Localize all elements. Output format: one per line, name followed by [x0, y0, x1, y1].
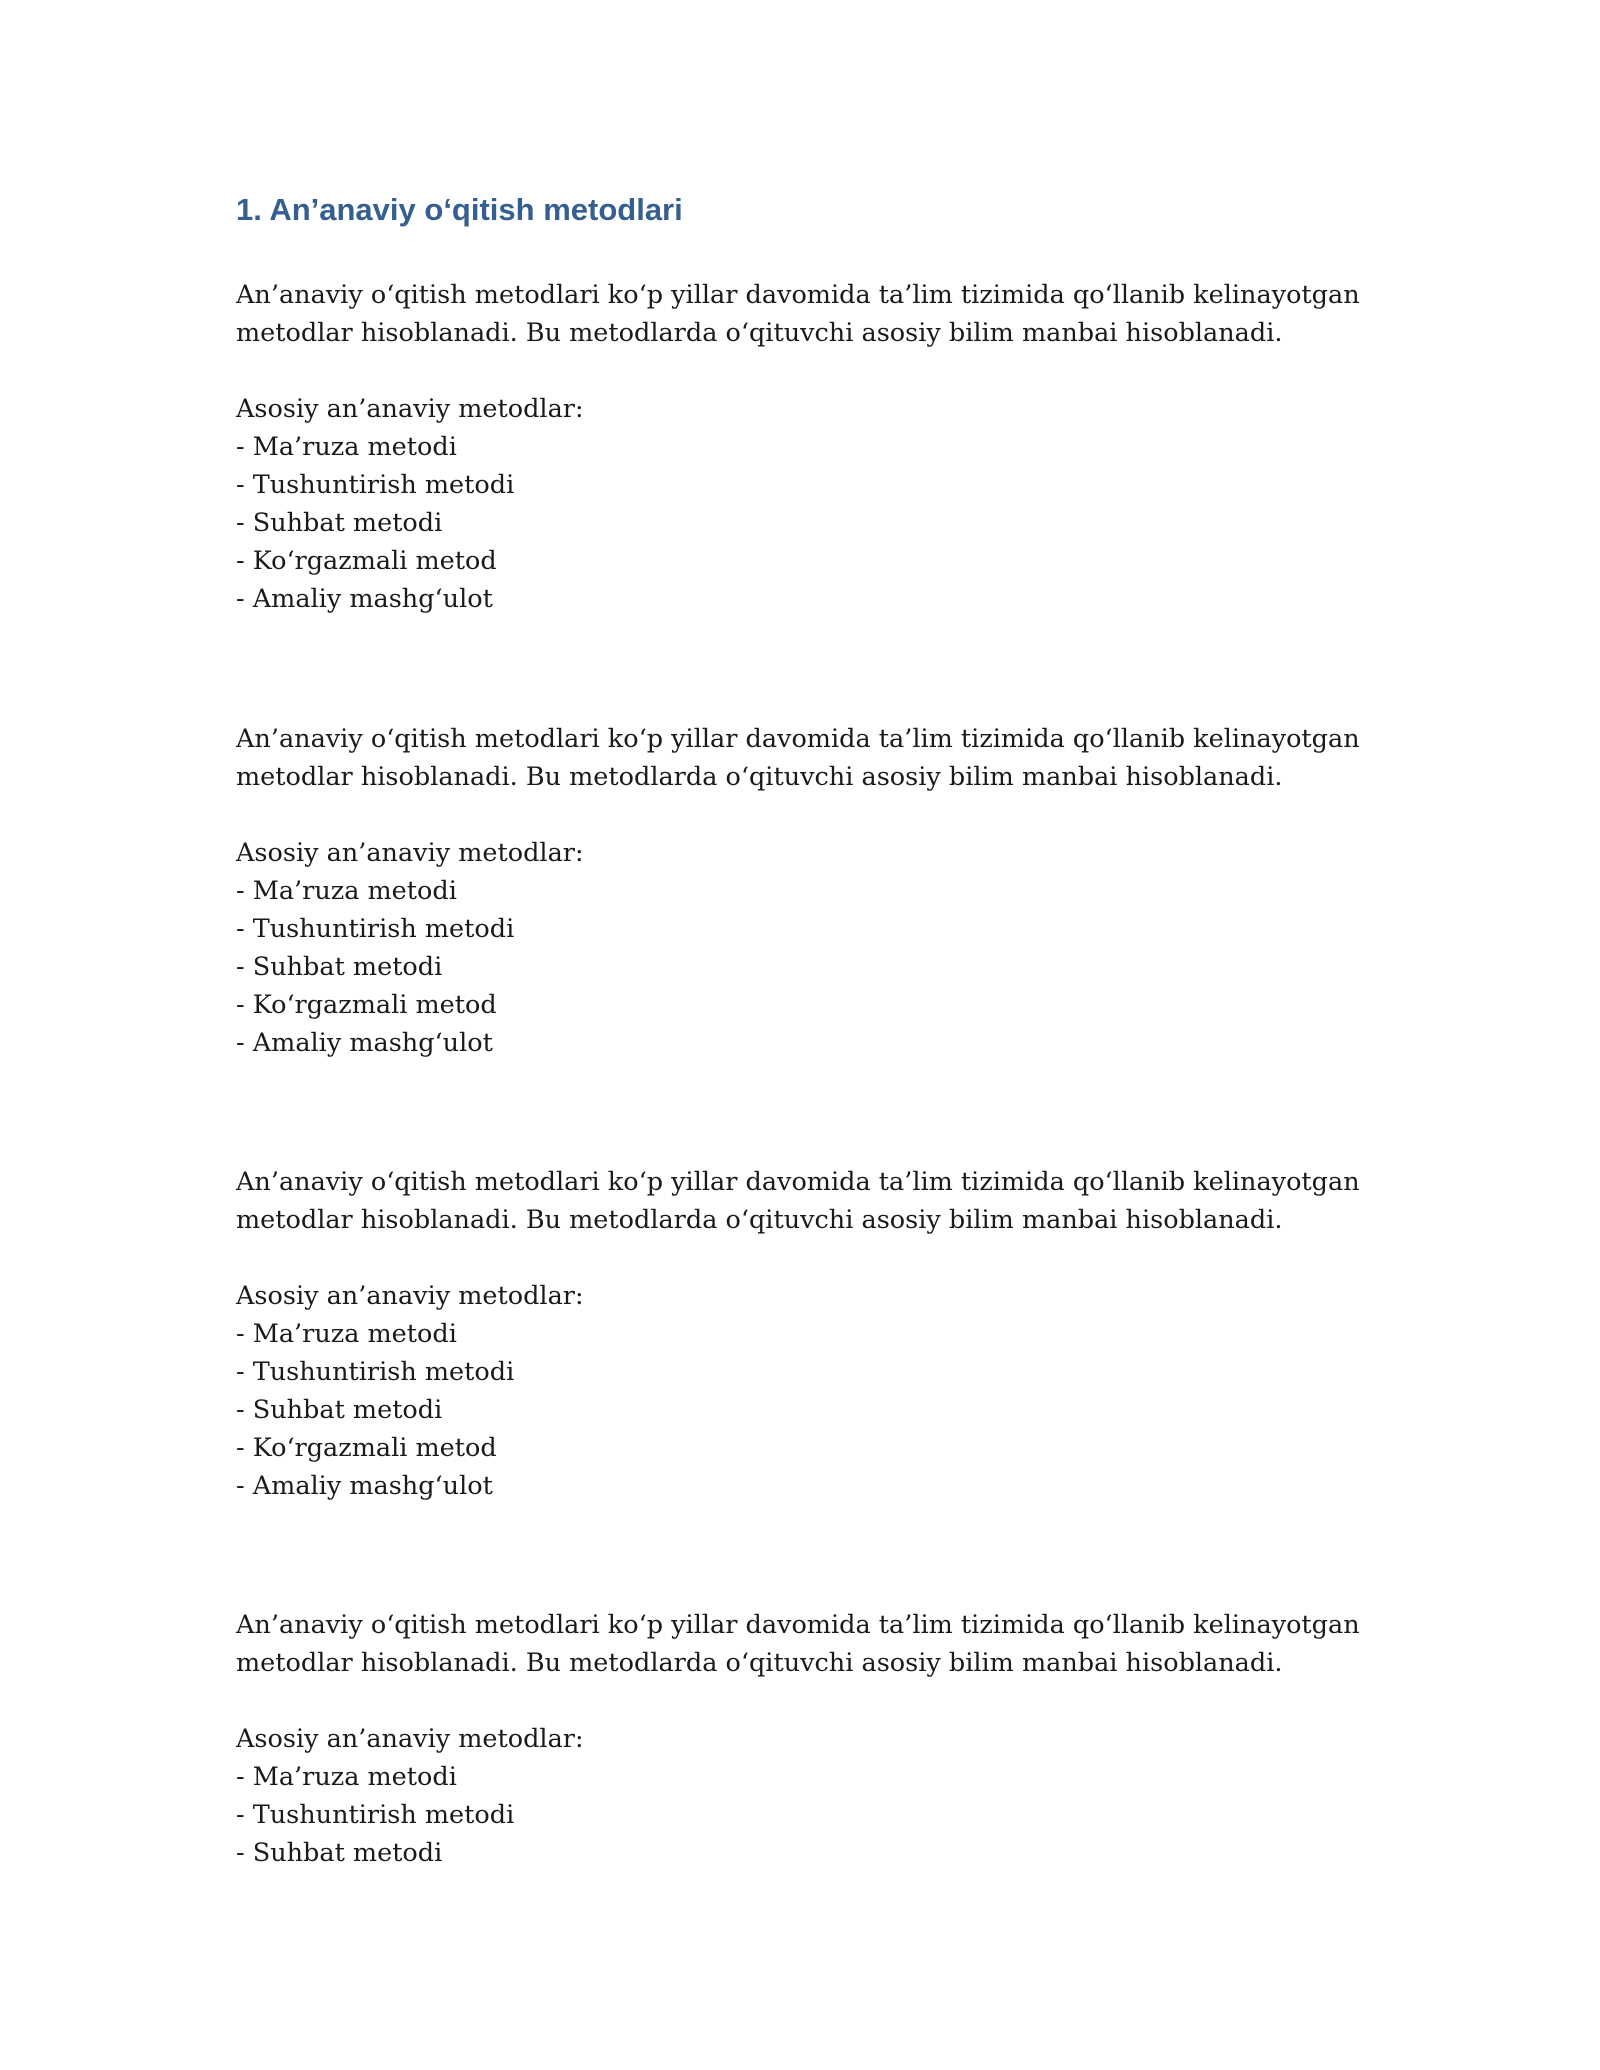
list-item: - Ma’ruza metodi	[236, 1762, 457, 1792]
list-title: Asosiy an’anaviy metodlar:	[236, 1281, 584, 1311]
page-content	[236, 190, 1386, 1868]
list-item: - Suhbat metodi	[236, 508, 443, 538]
list-item: - Amaliy mashg‘ulot	[236, 1471, 493, 1501]
paragraph-line: An’anaviy o‘qitish metodlari ko‘p yillar davomida ta’lim tizimida qo‘llanib kelinayotgan	[236, 1167, 1360, 1197]
list-item: - Tushuntirish metodi	[236, 470, 515, 500]
section-paragraph	[236, 1606, 1360, 1682]
list-item: - Suhbat metodi	[236, 1838, 443, 1868]
page-title: 1. An’anaviy o‘qitish metodlari	[236, 192, 683, 227]
list-title: Asosiy an’anaviy metodlar:	[236, 1724, 584, 1754]
methods-list	[236, 1758, 1360, 1872]
list-item: - Ma’ruza metodi	[236, 876, 457, 906]
paragraph-line: An’anaviy o‘qitish metodlari ko‘p yillar davomida ta’lim tizimida qo‘llanib kelinayotgan	[236, 1610, 1360, 1640]
section-paragraph	[236, 1163, 1360, 1239]
list-item: - Amaliy mashg‘ulot	[236, 1028, 493, 1058]
text-section-3	[236, 1163, 1360, 1505]
list-item: - Amaliy mashg‘ulot	[236, 584, 493, 614]
paragraph-line: An’anaviy o‘qitish metodlari ko‘p yillar davomida ta’lim tizimida qo‘llanib kelinayotgan	[236, 724, 1360, 754]
list-title: Asosiy an’anaviy metodlar:	[236, 838, 584, 868]
methods-list	[236, 428, 1360, 618]
list-title: Asosiy an’anaviy metodlar:	[236, 394, 584, 424]
list-item: - Suhbat metodi	[236, 952, 443, 982]
list-item: - Ma’ruza metodi	[236, 1319, 457, 1349]
section-paragraph	[236, 276, 1360, 352]
list-item: - Ko‘rgazmali metod	[236, 990, 497, 1020]
text-section-1	[236, 276, 1360, 618]
list-item: - Ma’ruza metodi	[236, 432, 457, 462]
list-item: - Tushuntirish metodi	[236, 1357, 515, 1387]
text-section-4	[236, 1606, 1360, 1872]
paragraph-line: An’anaviy o‘qitish metodlari ko‘p yillar davomida ta’lim tizimida qo‘llanib kelinayotgan	[236, 280, 1360, 310]
paragraph-line: metodlar hisoblanadi. Bu metodlarda o‘qituvchi asosiy bilim manbai hisoblanadi.	[236, 762, 1283, 792]
list-item: - Suhbat metodi	[236, 1395, 443, 1425]
text-section-2	[236, 720, 1360, 1062]
list-item: - Tushuntirish metodi	[236, 914, 515, 944]
paragraph-line: metodlar hisoblanadi. Bu metodlarda o‘qituvchi asosiy bilim manbai hisoblanadi.	[236, 1648, 1283, 1678]
paragraph-line: metodlar hisoblanadi. Bu metodlarda o‘qituvchi asosiy bilim manbai hisoblanadi.	[236, 318, 1283, 348]
methods-list	[236, 872, 1360, 1062]
list-item: - Ko‘rgazmali metod	[236, 1433, 497, 1463]
list-item: - Ko‘rgazmali metod	[236, 546, 497, 576]
section-paragraph	[236, 720, 1360, 796]
list-item: - Tushuntirish metodi	[236, 1800, 515, 1830]
methods-list	[236, 1315, 1360, 1505]
paragraph-line: metodlar hisoblanadi. Bu metodlarda o‘qituvchi asosiy bilim manbai hisoblanadi.	[236, 1205, 1283, 1235]
